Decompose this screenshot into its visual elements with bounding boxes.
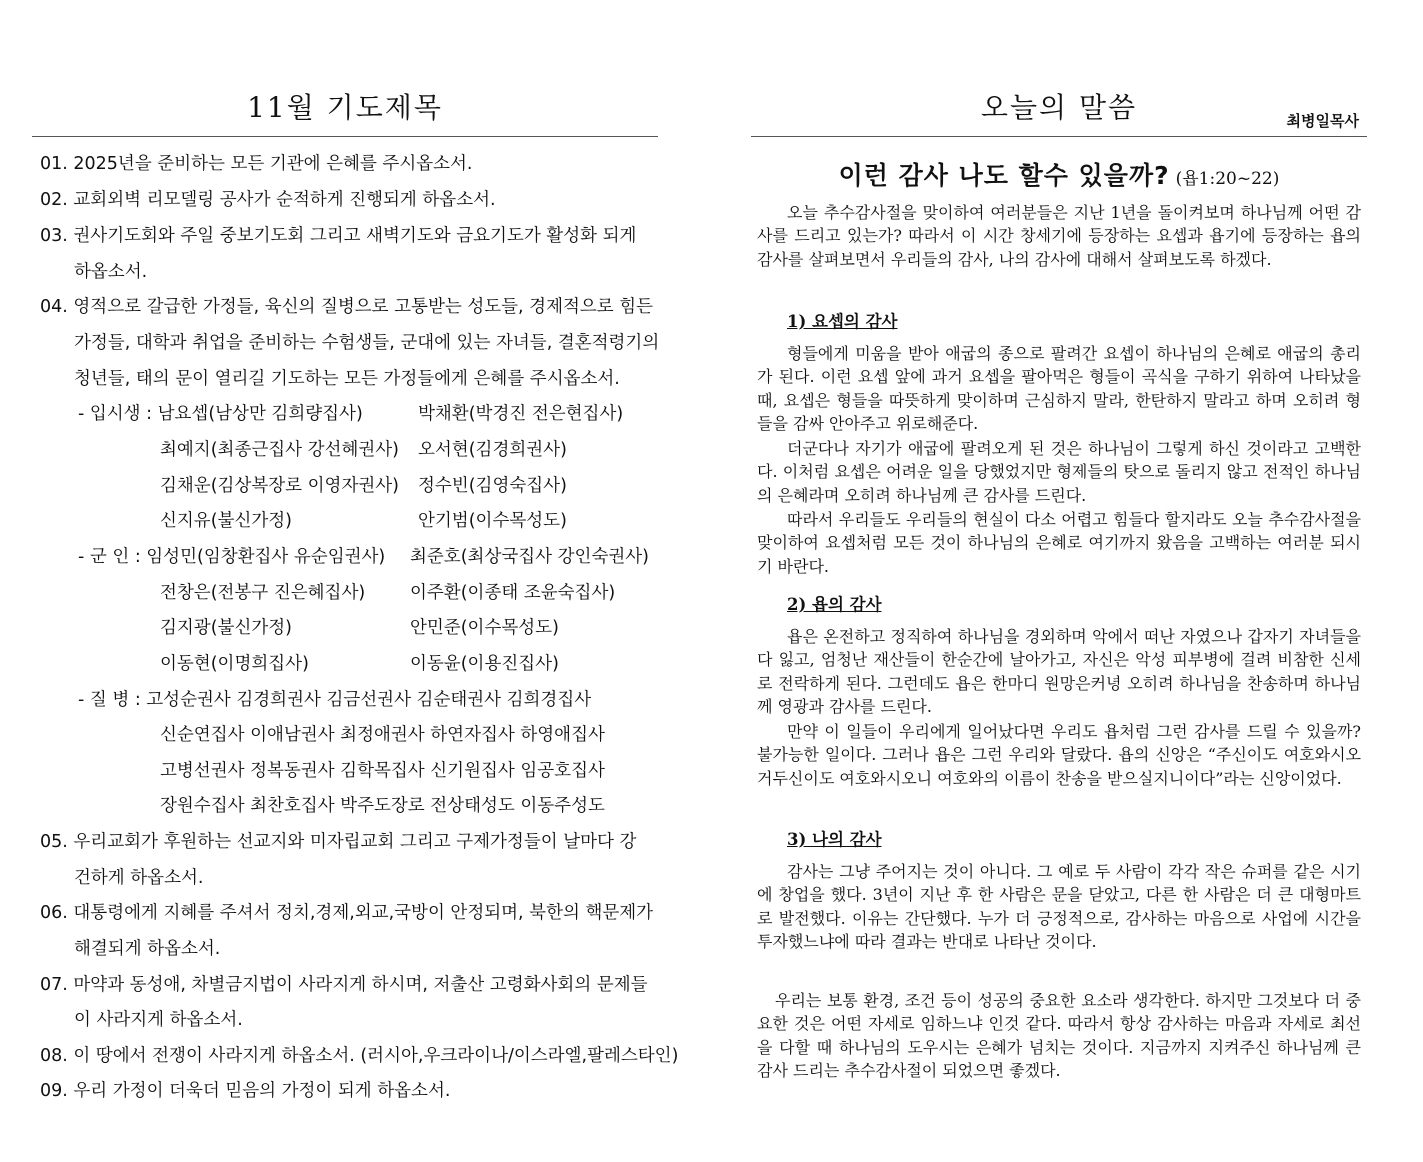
student-entry: 안기범(이수목성도) — [418, 511, 567, 531]
author-name: 최병일목사 — [1286, 112, 1359, 130]
prayer-item: 05. 우리교회가 후원하는 선교지와 미자립교회 그리고 구제가정들이 날마다 강 — [40, 832, 637, 852]
student-entry: 오서현(김경희권사) — [418, 440, 567, 460]
soldier-entry: 이주환(이종태 조윤숙집사) — [410, 583, 616, 603]
prayer-item: 09. 우리 가정이 더욱더 믿음의 가정이 되게 하옵소서. — [40, 1081, 451, 1101]
prayer-item: 04. 영적으로 갈급한 가정들, 육신의 질병으로 고통받는 성도들, 경제적으로 힘든 — [40, 297, 654, 317]
prayer-item-continued: 청년들, 태의 문이 열리길 기도하는 모든 가정들에게 은혜를 주시옵소서. — [74, 369, 620, 389]
scripture-reference: (욥1:20~22) — [1175, 169, 1280, 189]
section-3-paragraph: 우리는 보통 환경, 조건 등이 성공의 중요한 요소라 생각한다. 하지만 그것보다 더 중요한 것은 어떤 자세로 임하느냐 인것 같다. 따라서 항상 감사하는 마음과 자세로 최선을 다할 때 하나님의 도우시는 은혜가 넘치는 것이다. 지금까지 지켜주신 하나님께 큰 감사 드리는 추수감사절이 되었으면 좋겠다. — [757, 991, 1361, 1080]
illness-entry: 장원수집사 최찬호집사 박주도장로 전상태성도 이동주성도 — [160, 796, 605, 816]
soldier-entry: 안민준(이수목성도) — [410, 618, 559, 638]
section-heading-1: 1) 요셉의 감사 — [787, 312, 898, 331]
section-2-paragraph: 욥은 온전하고 정직하여 하나님을 경외하며 악에서 떠난 자였으나 갑자기 자녀들을 다 잃고, 엄청난 재산들이 한순간에 날아가고, 자신은 악성 피부병에 걸려 비참한 신세로 전락하게 된다. 그런데도 욥은 한마디 원망은커녕 오히려 하나님을 찬송하며 하나님께 영광과 감사를 드린다. — [757, 627, 1361, 716]
student-entry: 신지유(불신가정) — [160, 511, 292, 531]
prayer-item-continued: 이 사라지게 하옵소서. — [74, 1010, 243, 1030]
student-entry: 김채운(김상복장로 이영자권사) — [160, 476, 399, 496]
soldier-entry: 이동윤(이용진집사) — [410, 654, 559, 674]
prayer-item: 08. 이 땅에서 전쟁이 사라지게 하옵소서. (러시아,우크라이나/이스라엘,팔레스타인) — [40, 1046, 679, 1066]
illness-entry: 신순연집사 이애남권사 최정애권사 하연자집사 하영애집사 — [160, 725, 605, 745]
section-1-paragraph: 따라서 우리들도 우리들의 현실이 다소 어렵고 힘들다 할지라도 오늘 추수감사절을 맞이하여 요셉처럼 모든 것이 하나님의 은혜로 여기까지 왔음을 고백하는 여러분 되시기 바란다. — [757, 510, 1361, 576]
prayer-topics-title: 11월 기도제목 — [247, 91, 443, 124]
student-entry: - 입시생 : 남요셉(남상만 김희량집사) — [78, 404, 363, 424]
student-entry: 박채환(박경진 전은현집사) — [418, 404, 624, 424]
title-divider — [751, 136, 1367, 137]
soldier-entry: 최준호(최상국집사 강인숙권사) — [410, 547, 649, 567]
section-3-paragraph: 감사는 그냥 주어지는 것이 아니다. 그 예로 두 사람이 각각 작은 슈퍼를 같은 시기에 창업을 했다. 3년이 지난 후 한 사람은 문을 닫았고, 다른 한 사람은 더 큰 대형마트로 발전했다. 이유는 간단했다. 누가 더 긍정적으로, 감사하는 마음으로 사업에 시간을 투자했느냐에 따라 결과는 반대로 나타난 것이다. — [757, 862, 1361, 951]
section-heading-3: 3) 나의 감사 — [787, 830, 882, 849]
section-1-paragraph: 더군다나 자기가 애굽에 팔려오게 된 것은 하나님이 그렇게 하신 것이라고 고백한다. 이처럼 요셉은 어려운 일을 당했었지만 형제들의 탓으로 돌리지 않고 전적인 하나님의 은혜라며 오히려 하나님께 큰 감사를 드린다. — [757, 439, 1361, 505]
prayer-item: 01. 2025년을 준비하는 모든 기관에 은혜를 주시옵소서. — [40, 154, 473, 174]
intro-paragraph: 오늘 추수감사절을 맞이하여 여러분들은 지난 1년을 돌이켜보며 하나님께 어떤 감사를 드리고 있는가? 따라서 이 시간 창세기에 등장하는 요셉과 욥기에 등장하는 욥의 감사를 살펴보면서 우리들의 감사, 나의 감사에 대해서 살펴보도록 하겠다. — [757, 203, 1361, 269]
prayer-item: 03. 권사기도회와 주일 중보기도회 그리고 새벽기도와 금요기도가 활성화 되게 — [40, 226, 637, 246]
soldier-entry: - 군 인 : 임성민(임창환집사 유순임권사) — [78, 547, 386, 567]
prayer-item-continued: 가정들, 대학과 취업을 준비하는 수험생들, 군대에 있는 자녀들, 결혼적령기의 — [74, 333, 660, 353]
prayer-item: 02. 교회외벽 리모델링 공사가 순적하게 진행되게 하옵소서. — [40, 190, 496, 210]
sermon-heading — [751, 156, 1367, 192]
prayer-item-continued: 하옵소서. — [74, 262, 148, 282]
sermon-subtitle: 이런 감사 나도 할수 있을까? — [838, 161, 1170, 190]
student-entry: 정수빈(김영숙집사) — [418, 476, 567, 496]
prayer-item: 06. 대통령에게 지혜를 주셔서 정치,경제,외교,국방이 안정되며, 북한의 핵문제가 — [40, 903, 654, 923]
prayer-item-continued: 해결되게 하옵소서. — [74, 939, 221, 959]
sermon-section-title: 오늘의 말씀 — [980, 91, 1138, 124]
title-divider — [32, 136, 658, 137]
soldier-entry: 이동현(이명희집사) — [160, 654, 309, 674]
prayer-item-continued: 건하게 하옵소서. — [74, 868, 204, 888]
soldier-entry: 김지광(불신가정) — [160, 618, 292, 638]
section-1-paragraph: 형들에게 미움을 받아 애굽의 종으로 팔려간 요셉이 하나님의 은혜로 애굽의 총리가 된다. 이런 요셉 앞에 과거 요셉을 팔아먹은 형들이 곡식을 구하기 위하여 나타났을 때, 요셉은 형들을 따뜻하게 맞이하며 근심하지 말라, 한탄하지 말라고 하며 오히려 형들을 감싸 안아주고 위로해준다. — [757, 344, 1361, 433]
soldier-entry: 전창은(전봉구 진은혜집사) — [160, 583, 366, 603]
illness-entry: - 질 병 : 고성순권사 김경희권사 김금선권사 김순태권사 김희경집사 — [78, 690, 592, 710]
prayer-item: 07. 마약과 동성애, 차별금지법이 사라지게 하시며, 저출산 고령화사회의 문제들 — [40, 975, 648, 995]
student-entry: 최예지(최종근집사 강선혜권사) — [160, 440, 399, 460]
section-2-paragraph: 만약 이 일들이 우리에게 일어났다면 우리도 욥처럼 그런 감사를 드릴 수 있을까? 불가능한 일이다. 그러나 욥은 그런 우리와 달랐다. 욥의 신앙은 “주신이도 여호와시오 거두신이도 여호와시오니 여호와의 이름이 찬송을 받으실지니이다”라는 신앙이었다. — [757, 722, 1361, 788]
section-heading-2: 2) 욥의 감사 — [787, 595, 882, 614]
illness-entry: 고병선권사 정복동권사 김학목집사 신기원집사 임공호집사 — [160, 761, 605, 781]
